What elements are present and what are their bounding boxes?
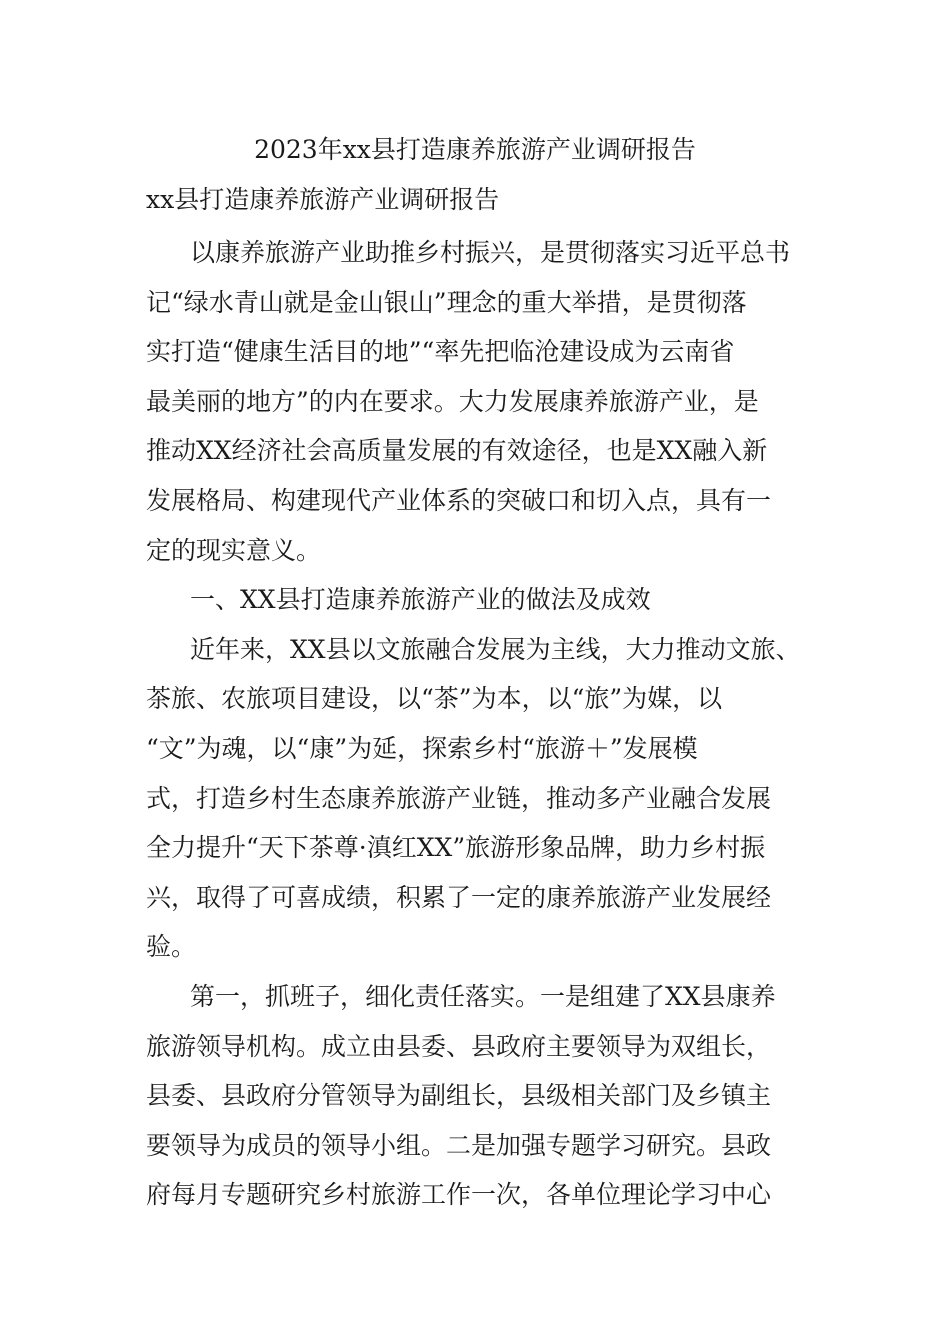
paragraph-line: “文”为魂，以“康”为延，探索乡村“旅游＋”发展模 — [146, 733, 698, 763]
document-title: 2023年xx县打造康养旅游产业调研报告 — [254, 135, 696, 164]
paragraph-line: 推动XX经济社会高质量发展的有效途径，也是XX融入新 — [146, 436, 768, 466]
paragraph-line: 要领导为成员的领导小组。二是加强专题学习研究。县政 — [146, 1130, 772, 1160]
document-subtitle: xx县打造康养旅游产业调研报告 — [146, 185, 500, 214]
paragraph-line: 县委、县政府分管领导为副组长，县级相关部门及乡镇主 — [146, 1081, 772, 1111]
paragraph-line: 以康养旅游产业助推乡村振兴，是贯彻落实习近平总书 — [190, 238, 791, 267]
section-heading: 一、XX县打造康养旅游产业的做法及成效 — [190, 585, 651, 615]
paragraph-line: 实打造“健康生活目的地”“率先把临沧建设成为云南省 — [146, 337, 735, 367]
paragraph-line: 第一，抓班子，细化责任落实。一是组建了XX县康养 — [190, 981, 776, 1011]
paragraph-line: 定的现实意义。 — [146, 535, 322, 565]
paragraph-line: 旅游领导机构。成立由县委、县政府主要领导为双组长， — [146, 1031, 772, 1061]
paragraph-line: 验。 — [146, 932, 197, 962]
paragraph-line: 记“绿水青山就是金山银山”理念的重大举措，是贯彻落 — [146, 287, 747, 317]
paragraph-line: 最美丽的地方”的内在要求。大力发展康养旅游产业，是 — [146, 386, 759, 416]
paragraph-line: 式，打造乡村生态康养旅游产业链，推动多产业融合发展 — [146, 783, 772, 813]
paragraph-line: 发展格局、构建现代产业体系的突破口和切入点，具有一 — [146, 485, 772, 515]
document-body — [146, 228, 826, 1220]
paragraph-line: 全力提升“天下茶尊·滇红XX”旅游形象品牌，助力乡村振 — [146, 833, 766, 863]
paragraph-line: 府每月专题研究乡村旅游工作一次，各单位理论学习中心 — [146, 1180, 772, 1210]
paragraph-line: 近年来，XX县以文旅融合发展为主线，大力推动文旅、 — [190, 634, 801, 664]
paragraph-line: 茶旅、农旅项目建设，以“茶”为本，以“旅”为媒，以 — [146, 684, 723, 714]
paragraph-line: 兴，取得了可喜成绩，积累了一定的康养旅游产业发展经 — [146, 882, 772, 912]
